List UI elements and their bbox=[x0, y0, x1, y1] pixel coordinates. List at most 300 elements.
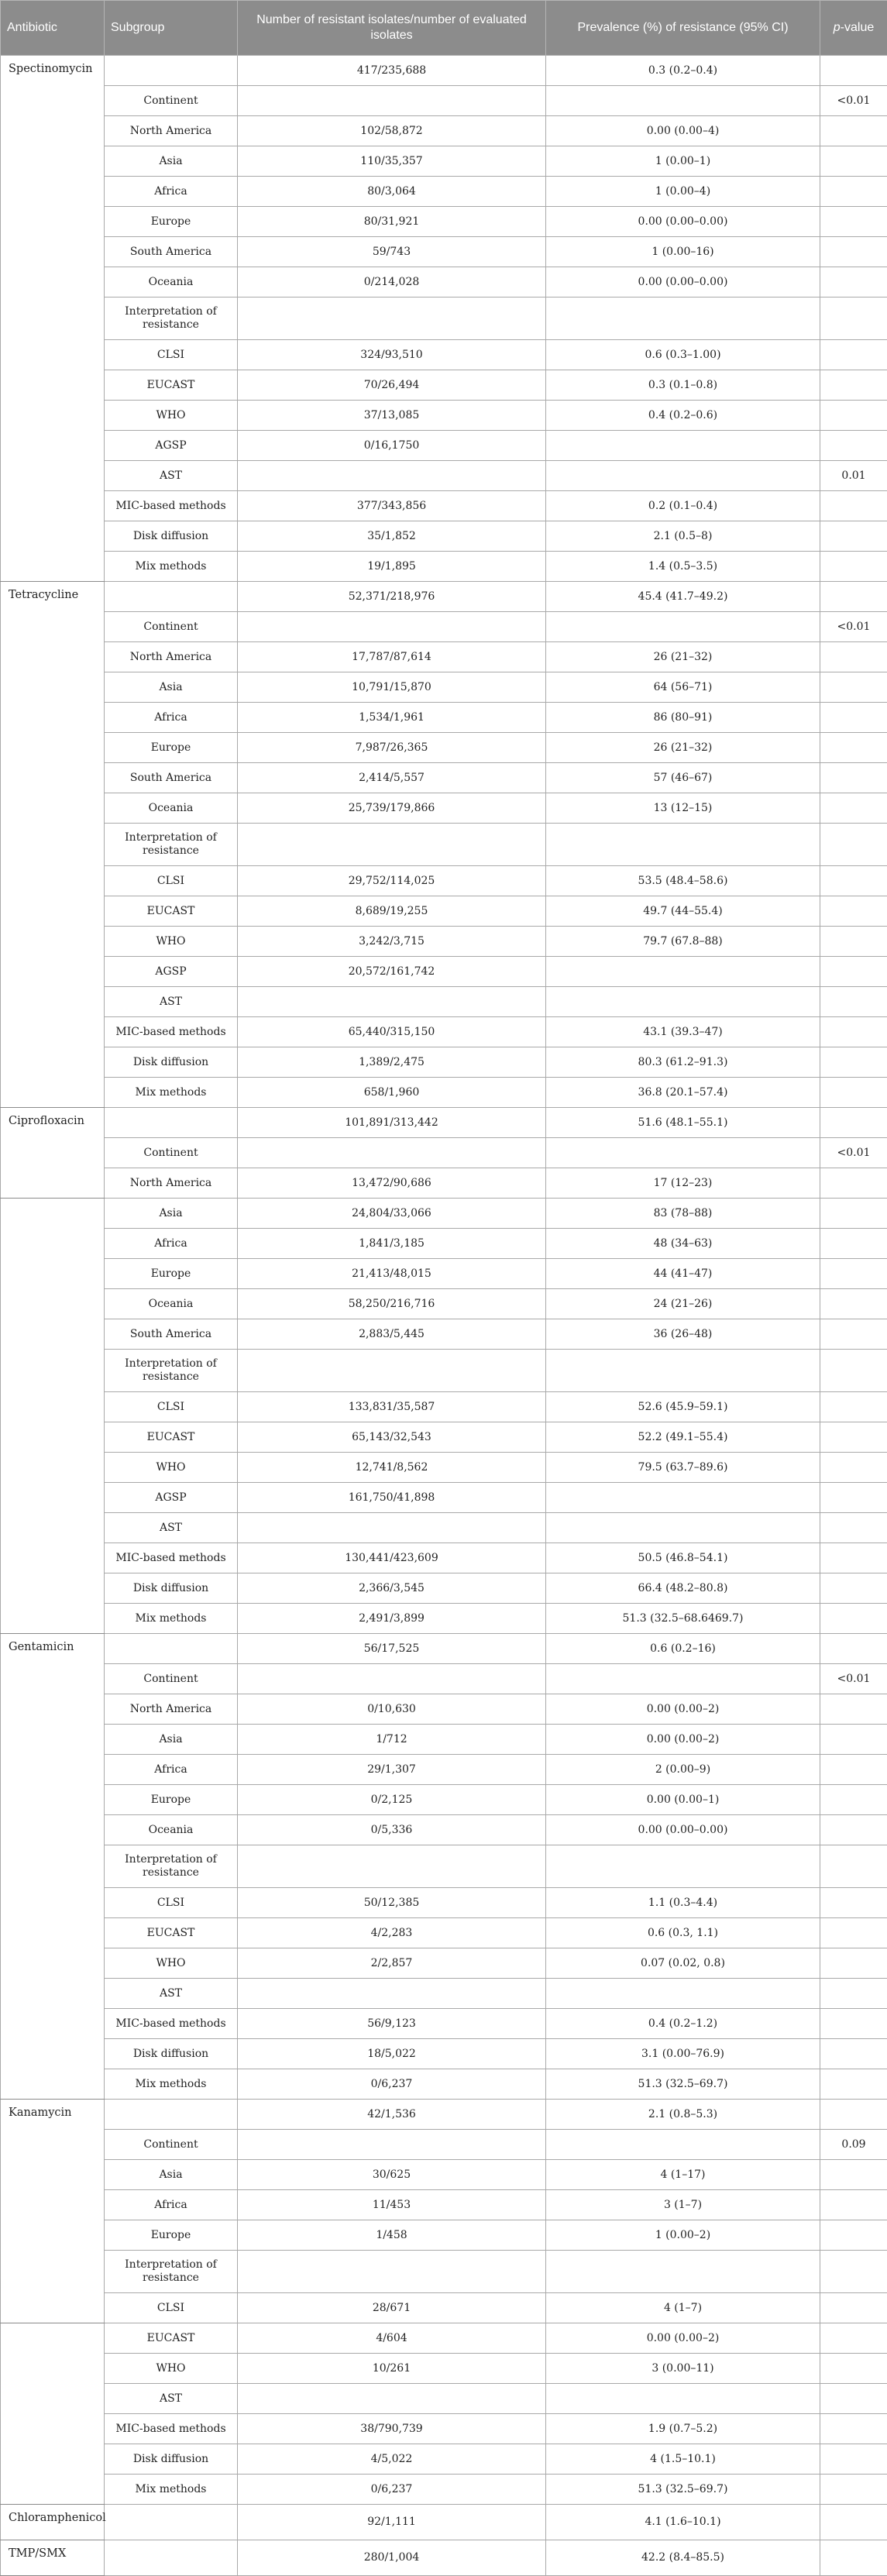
header-prevalence: Prevalence (%) of resistance (95% CI) bbox=[546, 1, 820, 56]
p-value-cell bbox=[820, 927, 887, 957]
p-value-cell bbox=[820, 2100, 887, 2130]
prevalence-cell: 3 (1–7) bbox=[546, 2190, 820, 2220]
table-row bbox=[1, 491, 887, 521]
resistant-count-cell: 102/58,872 bbox=[238, 116, 546, 146]
resistant-count-cell: 658/1,960 bbox=[238, 1078, 546, 1108]
table-row bbox=[1, 431, 887, 461]
prevalence-cell: 1 (0.00–1) bbox=[546, 146, 820, 177]
prevalence-cell: 44 (41–47) bbox=[546, 1259, 820, 1289]
subgroup-cell bbox=[105, 2505, 238, 2540]
resistant-count-cell: 280/1,004 bbox=[238, 2540, 546, 2576]
subgroup-cell: Interpretation of resistance bbox=[105, 1845, 238, 1888]
p-value-cell bbox=[820, 521, 887, 552]
p-value-cell bbox=[820, 582, 887, 612]
subgroup-cell: Africa bbox=[105, 703, 238, 733]
subgroup-cell: Europe bbox=[105, 1259, 238, 1289]
table-row bbox=[1, 1845, 887, 1888]
table-row bbox=[1, 237, 887, 267]
resistant-count-cell bbox=[238, 1350, 546, 1392]
resistant-count-cell: 12,741/8,562 bbox=[238, 1453, 546, 1483]
prevalence-cell bbox=[546, 2384, 820, 2414]
resistant-count-cell: 18/5,022 bbox=[238, 2039, 546, 2069]
subgroup-cell: Disk diffusion bbox=[105, 2444, 238, 2475]
resistant-count-cell: 1,534/1,961 bbox=[238, 703, 546, 733]
p-value-cell bbox=[820, 642, 887, 672]
resistant-count-cell bbox=[238, 86, 546, 116]
table-row bbox=[1, 2444, 887, 2475]
subgroup-cell: Europe bbox=[105, 207, 238, 237]
subgroup-cell: Oceania bbox=[105, 1815, 238, 1845]
subgroup-cell: Mix methods bbox=[105, 1078, 238, 1108]
table-row bbox=[1, 866, 887, 896]
p-value-cell: 0.09 bbox=[820, 2130, 887, 2160]
p-value-cell bbox=[820, 2384, 887, 2414]
prevalence-cell: 52.2 (49.1–55.4) bbox=[546, 1422, 820, 1453]
antibiotic-cell: Kanamycin bbox=[1, 2100, 105, 2323]
subgroup-cell bbox=[105, 2100, 238, 2130]
table-row bbox=[1, 1948, 887, 1979]
p-value-cell bbox=[820, 431, 887, 461]
table-row bbox=[1, 370, 887, 401]
header-p-value bbox=[820, 1, 887, 56]
p-value-cell bbox=[820, 2414, 887, 2444]
subgroup-cell: Interpretation of resistance bbox=[105, 1350, 238, 1392]
table-row bbox=[1, 2220, 887, 2251]
p-value-cell bbox=[820, 1845, 887, 1888]
subgroup-cell: Mix methods bbox=[105, 2475, 238, 2505]
p-value-cell bbox=[820, 1422, 887, 1453]
prevalence-cell: 0.00 (0.00–1) bbox=[546, 1785, 820, 1815]
prevalence-cell: 79.5 (63.7–89.6) bbox=[546, 1453, 820, 1483]
p-value-cell bbox=[820, 1108, 887, 1138]
p-value-cell bbox=[820, 1289, 887, 1319]
p-value-cell bbox=[820, 1078, 887, 1108]
subgroup-cell: CLSI bbox=[105, 1392, 238, 1422]
prevalence-cell: 79.7 (67.8–88) bbox=[546, 927, 820, 957]
subgroup-cell: Mix methods bbox=[105, 552, 238, 582]
subgroup-cell: Continent bbox=[105, 86, 238, 116]
resistant-count-cell: 20,572/161,742 bbox=[238, 957, 546, 987]
subgroup-cell: Oceania bbox=[105, 267, 238, 297]
p-value-cell bbox=[820, 116, 887, 146]
p-value-cell bbox=[820, 2293, 887, 2323]
table-row bbox=[1, 927, 887, 957]
header-row bbox=[1, 1, 887, 56]
p-value-cell bbox=[820, 1319, 887, 1350]
p-value-cell: <0.01 bbox=[820, 86, 887, 116]
subgroup-cell: AST bbox=[105, 461, 238, 491]
table-row bbox=[1, 1229, 887, 1259]
resistant-count-cell bbox=[238, 987, 546, 1017]
table-row bbox=[1, 733, 887, 763]
resistant-count-cell: 2,414/5,557 bbox=[238, 763, 546, 793]
table-row bbox=[1, 1453, 887, 1483]
subgroup-cell: Europe bbox=[105, 733, 238, 763]
resistant-count-cell: 10,791/15,870 bbox=[238, 672, 546, 703]
resistant-count-cell: 37/13,085 bbox=[238, 401, 546, 431]
subgroup-cell: AGSP bbox=[105, 431, 238, 461]
subgroup-cell: Interpretation of resistance bbox=[105, 297, 238, 340]
header-p-rest: -value bbox=[841, 21, 875, 34]
prevalence-cell bbox=[546, 1513, 820, 1543]
table-row bbox=[1, 461, 887, 491]
p-value-cell bbox=[820, 2039, 887, 2069]
p-value-cell bbox=[820, 177, 887, 207]
prevalence-cell bbox=[546, 86, 820, 116]
p-value-cell bbox=[820, 2540, 887, 2576]
p-value-cell bbox=[820, 1229, 887, 1259]
p-value-cell bbox=[820, 56, 887, 86]
resistant-count-cell: 110/35,357 bbox=[238, 146, 546, 177]
resistant-count-cell: 70/26,494 bbox=[238, 370, 546, 401]
prevalence-cell bbox=[546, 1979, 820, 2009]
prevalence-cell: 49.7 (44–55.4) bbox=[546, 896, 820, 927]
table-row bbox=[1, 1888, 887, 1918]
prevalence-cell: 51.3 (32.5–68.6469.7) bbox=[546, 1604, 820, 1634]
p-value-cell bbox=[820, 672, 887, 703]
prevalence-cell: 4.1 (1.6–10.1) bbox=[546, 2505, 820, 2540]
resistant-count-cell: 21,413/48,015 bbox=[238, 1259, 546, 1289]
table-row bbox=[1, 2130, 887, 2160]
prevalence-cell bbox=[546, 1138, 820, 1168]
resistant-count-cell: 377/343,856 bbox=[238, 491, 546, 521]
resistant-count-cell: 161,750/41,898 bbox=[238, 1483, 546, 1513]
prevalence-cell: 0.2 (0.1–0.4) bbox=[546, 491, 820, 521]
subgroup-cell: Disk diffusion bbox=[105, 521, 238, 552]
table-row bbox=[1, 1573, 887, 1604]
resistant-count-cell bbox=[238, 2251, 546, 2293]
prevalence-cell bbox=[546, 431, 820, 461]
prevalence-cell: 2.1 (0.8–5.3) bbox=[546, 2100, 820, 2130]
antibiotic-cell: Spectinomycin bbox=[1, 56, 105, 582]
prevalence-cell bbox=[546, 461, 820, 491]
subgroup-cell: South America bbox=[105, 237, 238, 267]
subgroup-cell: Continent bbox=[105, 2130, 238, 2160]
subgroup-cell: South America bbox=[105, 1319, 238, 1350]
table-row bbox=[1, 1199, 887, 1229]
prevalence-cell: 4 (1–7) bbox=[546, 2293, 820, 2323]
table-row bbox=[1, 1138, 887, 1168]
resistant-count-cell: 56/9,123 bbox=[238, 2009, 546, 2039]
table-row bbox=[1, 2009, 887, 2039]
p-value-cell bbox=[820, 1888, 887, 1918]
subgroup-cell bbox=[105, 1108, 238, 1138]
table-row bbox=[1, 2190, 887, 2220]
p-value-cell bbox=[820, 824, 887, 866]
resistant-count-cell: 38/790,739 bbox=[238, 2414, 546, 2444]
prevalence-cell: 1 (0.00–16) bbox=[546, 237, 820, 267]
table-row bbox=[1, 1108, 887, 1138]
subgroup-cell: North America bbox=[105, 642, 238, 672]
resistant-count-cell bbox=[238, 1513, 546, 1543]
p-value-cell bbox=[820, 1604, 887, 1634]
p-value-cell bbox=[820, 2505, 887, 2540]
table-row bbox=[1, 1664, 887, 1694]
table-row bbox=[1, 2414, 887, 2444]
prevalence-cell: 1.4 (0.5–3.5) bbox=[546, 552, 820, 582]
p-value-cell bbox=[820, 1785, 887, 1815]
resistant-count-cell: 0/10,630 bbox=[238, 1694, 546, 1725]
subgroup-cell: WHO bbox=[105, 927, 238, 957]
resistant-count-cell: 35/1,852 bbox=[238, 521, 546, 552]
subgroup-cell: Continent bbox=[105, 612, 238, 642]
antibiotic-cell: TMP/SMX bbox=[1, 2540, 105, 2576]
p-value-cell bbox=[820, 896, 887, 927]
subgroup-cell: North America bbox=[105, 1694, 238, 1725]
table-row bbox=[1, 2384, 887, 2414]
prevalence-cell: 1 (0.00–2) bbox=[546, 2220, 820, 2251]
subgroup-cell: Africa bbox=[105, 177, 238, 207]
subgroup-cell: Europe bbox=[105, 1785, 238, 1815]
p-value-cell bbox=[820, 763, 887, 793]
table-row bbox=[1, 401, 887, 431]
p-value-cell: <0.01 bbox=[820, 1664, 887, 1694]
p-value-cell bbox=[820, 1918, 887, 1948]
p-value-cell: 0.01 bbox=[820, 461, 887, 491]
p-value-cell bbox=[820, 987, 887, 1017]
prevalence-cell: 64 (56–71) bbox=[546, 672, 820, 703]
p-value-cell bbox=[820, 1168, 887, 1199]
subgroup-cell bbox=[105, 1634, 238, 1664]
p-value-cell bbox=[820, 2475, 887, 2505]
prevalence-cell: 51.3 (32.5–69.7) bbox=[546, 2475, 820, 2505]
table-row bbox=[1, 2251, 887, 2293]
header-p-italic: p bbox=[834, 21, 841, 34]
prevalence-cell: 36 (26–48) bbox=[546, 1319, 820, 1350]
resistant-count-cell: 4/5,022 bbox=[238, 2444, 546, 2475]
subgroup-cell: EUCAST bbox=[105, 2323, 238, 2354]
subgroup-cell: WHO bbox=[105, 1948, 238, 1979]
table-row bbox=[1, 2354, 887, 2384]
subgroup-cell: MIC-based methods bbox=[105, 2009, 238, 2039]
resistant-count-cell: 1/458 bbox=[238, 2220, 546, 2251]
table-row bbox=[1, 2505, 887, 2540]
resistant-count-cell: 417/235,688 bbox=[238, 56, 546, 86]
table-row bbox=[1, 297, 887, 340]
resistant-count-cell: 28/671 bbox=[238, 2293, 546, 2323]
resistant-count-cell: 1,389/2,475 bbox=[238, 1047, 546, 1078]
subgroup-cell: Continent bbox=[105, 1138, 238, 1168]
subgroup-cell: EUCAST bbox=[105, 370, 238, 401]
table-row bbox=[1, 1422, 887, 1453]
p-value-cell bbox=[820, 793, 887, 824]
resistant-count-cell: 0/16,1750 bbox=[238, 431, 546, 461]
prevalence-cell: 0.3 (0.2–0.4) bbox=[546, 56, 820, 86]
resistant-count-cell: 0/6,237 bbox=[238, 2475, 546, 2505]
prevalence-cell: 66.4 (48.2–80.8) bbox=[546, 1573, 820, 1604]
table-row bbox=[1, 1168, 887, 1199]
resistant-count-cell: 25,739/179,866 bbox=[238, 793, 546, 824]
prevalence-cell bbox=[546, 1664, 820, 1694]
prevalence-cell bbox=[546, 1845, 820, 1888]
resistant-count-cell: 11/453 bbox=[238, 2190, 546, 2220]
resistant-count-cell bbox=[238, 1979, 546, 2009]
p-value-cell bbox=[820, 1573, 887, 1604]
p-value-cell bbox=[820, 866, 887, 896]
table-row bbox=[1, 642, 887, 672]
subgroup-cell: AST bbox=[105, 987, 238, 1017]
resistant-count-cell: 0/214,028 bbox=[238, 267, 546, 297]
table-row bbox=[1, 1604, 887, 1634]
p-value-cell bbox=[820, 1047, 887, 1078]
table-row bbox=[1, 793, 887, 824]
table-row bbox=[1, 86, 887, 116]
table-row bbox=[1, 2540, 887, 2576]
table-row bbox=[1, 2160, 887, 2190]
p-value-cell bbox=[820, 1634, 887, 1664]
table-row bbox=[1, 1078, 887, 1108]
prevalence-cell: 0.4 (0.2–1.2) bbox=[546, 2009, 820, 2039]
subgroup-cell bbox=[105, 2540, 238, 2576]
p-value-cell bbox=[820, 2354, 887, 2384]
subgroup-cell: MIC-based methods bbox=[105, 1017, 238, 1047]
table-row bbox=[1, 207, 887, 237]
prevalence-cell: 57 (46–67) bbox=[546, 763, 820, 793]
p-value-cell: <0.01 bbox=[820, 612, 887, 642]
resistant-count-cell bbox=[238, 2384, 546, 2414]
subgroup-cell: North America bbox=[105, 116, 238, 146]
header-antibiotic: Antibiotic bbox=[1, 1, 105, 56]
p-value-cell bbox=[820, 1199, 887, 1229]
prevalence-cell bbox=[546, 987, 820, 1017]
resistant-count-cell: 101,891/313,442 bbox=[238, 1108, 546, 1138]
table-row bbox=[1, 2100, 887, 2130]
prevalence-cell: 13 (12–15) bbox=[546, 793, 820, 824]
p-value-cell bbox=[820, 1694, 887, 1725]
table-row bbox=[1, 1755, 887, 1785]
p-value-cell bbox=[820, 146, 887, 177]
antibiotic-cell bbox=[1, 2323, 105, 2505]
resistant-count-cell: 2,366/3,545 bbox=[238, 1573, 546, 1604]
prevalence-cell: 0.07 (0.02, 0.8) bbox=[546, 1948, 820, 1979]
prevalence-cell: 51.3 (32.5–69.7) bbox=[546, 2069, 820, 2100]
subgroup-cell: CLSI bbox=[105, 866, 238, 896]
prevalence-cell: 51.6 (48.1–55.1) bbox=[546, 1108, 820, 1138]
subgroup-cell: Asia bbox=[105, 1199, 238, 1229]
prevalence-cell bbox=[546, 297, 820, 340]
p-value-cell bbox=[820, 2444, 887, 2475]
table-row bbox=[1, 267, 887, 297]
table-row bbox=[1, 1350, 887, 1392]
resistant-count-cell: 19/1,895 bbox=[238, 552, 546, 582]
subgroup-cell: South America bbox=[105, 763, 238, 793]
prevalence-cell: 0.00 (0.00–0.00) bbox=[546, 207, 820, 237]
subgroup-cell: Asia bbox=[105, 672, 238, 703]
table-row bbox=[1, 987, 887, 1017]
prevalence-cell: 17 (12–23) bbox=[546, 1168, 820, 1199]
subgroup-cell: Mix methods bbox=[105, 1604, 238, 1634]
prevalence-cell: 52.6 (45.9–59.1) bbox=[546, 1392, 820, 1422]
subgroup-cell bbox=[105, 56, 238, 86]
resistant-count-cell: 2,491/3,899 bbox=[238, 1604, 546, 1634]
table-row bbox=[1, 1513, 887, 1543]
p-value-cell bbox=[820, 1725, 887, 1755]
p-value-cell bbox=[820, 2323, 887, 2354]
prevalence-cell: 36.8 (20.1–57.4) bbox=[546, 1078, 820, 1108]
antibiotic-cell: Chloramphenicol bbox=[1, 2505, 105, 2540]
prevalence-cell bbox=[546, 957, 820, 987]
resistant-count-cell: 29,752/114,025 bbox=[238, 866, 546, 896]
prevalence-cell: 1.9 (0.7–5.2) bbox=[546, 2414, 820, 2444]
prevalence-cell: 0.6 (0.3–1.00) bbox=[546, 340, 820, 370]
prevalence-cell: 42.2 (8.4–85.5) bbox=[546, 2540, 820, 2576]
p-value-cell bbox=[820, 297, 887, 340]
resistant-count-cell: 56/17,525 bbox=[238, 1634, 546, 1664]
subgroup-cell: Europe bbox=[105, 2220, 238, 2251]
table-row bbox=[1, 1725, 887, 1755]
resistant-count-cell: 17,787/87,614 bbox=[238, 642, 546, 672]
prevalence-cell: 53.5 (48.4–58.6) bbox=[546, 866, 820, 896]
table-row bbox=[1, 1634, 887, 1664]
prevalence-cell: 80.3 (61.2–91.3) bbox=[546, 1047, 820, 1078]
subgroup-cell: Africa bbox=[105, 1755, 238, 1785]
p-value-cell bbox=[820, 1948, 887, 1979]
table-row bbox=[1, 2293, 887, 2323]
resistant-count-cell: 65,143/32,543 bbox=[238, 1422, 546, 1453]
table-row bbox=[1, 146, 887, 177]
subgroup-cell: AGSP bbox=[105, 957, 238, 987]
prevalence-cell: 1 (0.00–4) bbox=[546, 177, 820, 207]
prevalence-cell: 0.00 (0.00–2) bbox=[546, 1694, 820, 1725]
resistant-count-cell: 13,472/90,686 bbox=[238, 1168, 546, 1199]
prevalence-cell: 0.00 (0.00–2) bbox=[546, 2323, 820, 2354]
resistant-count-cell: 2/2,857 bbox=[238, 1948, 546, 1979]
subgroup-cell: EUCAST bbox=[105, 1918, 238, 1948]
p-value-cell bbox=[820, 491, 887, 521]
resistant-count-cell bbox=[238, 2130, 546, 2160]
resistant-count-cell: 59/743 bbox=[238, 237, 546, 267]
p-value-cell bbox=[820, 1483, 887, 1513]
subgroup-cell: MIC-based methods bbox=[105, 2414, 238, 2444]
table-row bbox=[1, 1017, 887, 1047]
resistant-count-cell: 2,883/5,445 bbox=[238, 1319, 546, 1350]
resistant-count-cell bbox=[238, 297, 546, 340]
subgroup-cell: MIC-based methods bbox=[105, 491, 238, 521]
resistant-count-cell bbox=[238, 824, 546, 866]
prevalence-cell bbox=[546, 1483, 820, 1513]
table-row bbox=[1, 1694, 887, 1725]
resistant-count-cell: 1/712 bbox=[238, 1725, 546, 1755]
table-row bbox=[1, 672, 887, 703]
resistant-count-cell: 133,831/35,587 bbox=[238, 1392, 546, 1422]
prevalence-cell: 0.00 (0.00–4) bbox=[546, 116, 820, 146]
subgroup-cell: Asia bbox=[105, 1725, 238, 1755]
p-value-cell bbox=[820, 733, 887, 763]
table-row bbox=[1, 1483, 887, 1513]
table-row bbox=[1, 177, 887, 207]
prevalence-cell: 83 (78–88) bbox=[546, 1199, 820, 1229]
table-row bbox=[1, 340, 887, 370]
prevalence-cell: 43.1 (39.3–47) bbox=[546, 1017, 820, 1047]
p-value-cell bbox=[820, 1979, 887, 2009]
subgroup-cell: Oceania bbox=[105, 793, 238, 824]
subgroup-cell: WHO bbox=[105, 1453, 238, 1483]
prevalence-cell: 0.00 (0.00–0.00) bbox=[546, 267, 820, 297]
subgroup-cell: CLSI bbox=[105, 340, 238, 370]
p-value-cell bbox=[820, 2190, 887, 2220]
p-value-cell bbox=[820, 2009, 887, 2039]
p-value-cell bbox=[820, 401, 887, 431]
resistant-count-cell: 92/1,111 bbox=[238, 2505, 546, 2540]
prevalence-cell: 0.00 (0.00–0.00) bbox=[546, 1815, 820, 1845]
header-number: Number of resistant isolates/number of evaluated isolates bbox=[238, 1, 546, 56]
table-row bbox=[1, 1319, 887, 1350]
p-value-cell bbox=[820, 2220, 887, 2251]
p-value-cell: <0.01 bbox=[820, 1138, 887, 1168]
table-row bbox=[1, 56, 887, 86]
resistant-count-cell bbox=[238, 1138, 546, 1168]
resistant-count-cell: 3,242/3,715 bbox=[238, 927, 546, 957]
